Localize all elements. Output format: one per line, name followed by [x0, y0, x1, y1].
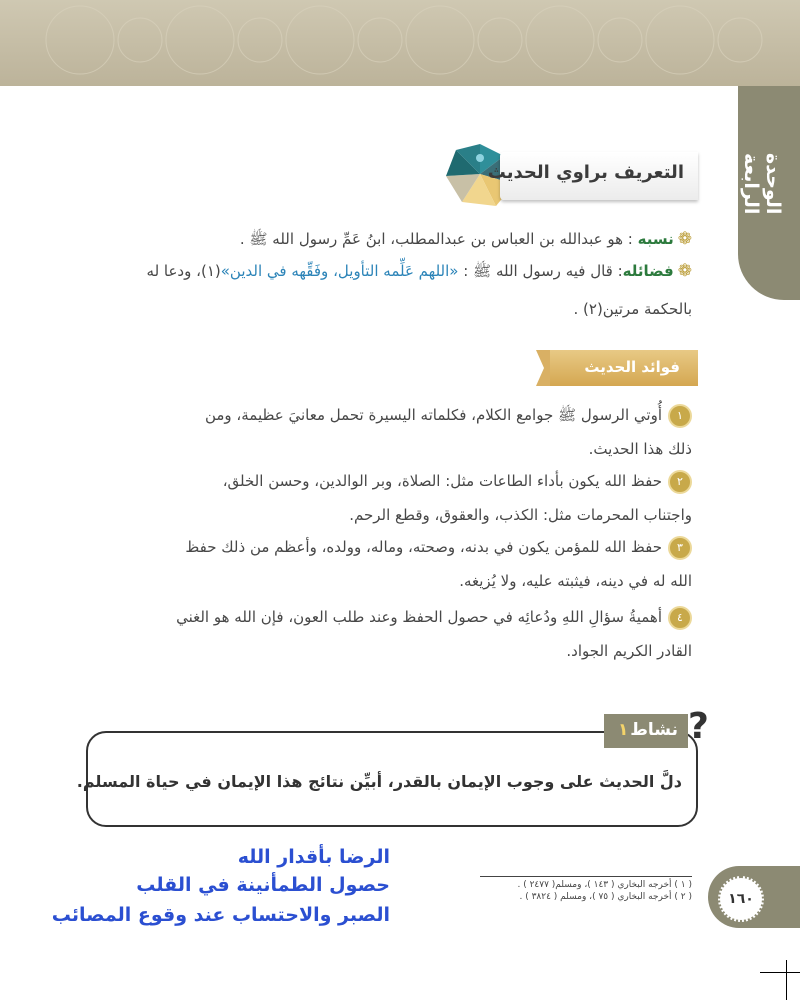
benefit-line1: حفظ الله يكون بأداء الطاعات مثل: الصلاة، وبر الوالدين، وحسن الخلق،	[222, 472, 662, 490]
flower-bullet-icon: ❁	[677, 261, 692, 281]
crop-mark	[760, 972, 800, 973]
virtues-line2: بالحكمة مرتين(٢) .	[573, 300, 692, 318]
ribbon-notch-icon	[536, 350, 550, 386]
footnote: ( ١ ) أخرجه البخاري ( ١٤٣ )، ومسلم( ٢٤٧٧ ) .	[517, 880, 692, 890]
list-item	[107, 530, 692, 598]
hadith-quote: «اللهم عَلِّمه التأويل، وفَقِّهه في الدين»	[220, 262, 459, 280]
virtues-label: فضائله	[622, 262, 674, 280]
virtues-text-before: : قال فيه رسول الله ﷺ :	[458, 262, 623, 280]
section-header	[440, 140, 698, 208]
number-badge-icon: ٤	[668, 606, 692, 630]
activity-number: ١	[618, 720, 629, 740]
benefit-line2: القادر الكريم الجواد.	[566, 642, 692, 660]
activity-tag	[604, 714, 688, 748]
number-badge-icon: ٣	[668, 536, 692, 560]
pattern-icon	[0, 0, 800, 86]
number-badge-icon: ٢	[668, 470, 692, 494]
page-number: ١٦٠	[718, 876, 764, 922]
unit-label: الوحدة الرابعة	[740, 152, 784, 214]
benefits-title: فوائد الحديث	[584, 358, 680, 376]
section-title: التعريف براوي الحديث	[487, 162, 684, 183]
answer-line: الصبر والاحتساب عند وقوع المصائب	[51, 904, 390, 926]
answer-line: الرضا بأقدار الله	[237, 846, 390, 868]
benefit-line2: ذلك هذا الحديث.	[588, 440, 692, 458]
benefit-line2: واجتناب المحرمات مثل: الكذب، والعقوق، وقطع الرحم.	[349, 506, 692, 524]
benefit-line1: أهميةُ سؤالِ اللهِ ودُعائِه في حصول الحفظ وعند طلب العون، فإن الله هو الغني	[176, 608, 662, 626]
activity-label: نشاط	[630, 720, 678, 740]
answer-line: حصول الطمأنينة في القلب	[136, 874, 390, 896]
list-item	[107, 600, 692, 668]
question-mark-icon: ?	[688, 706, 709, 747]
top-decorative-band	[0, 0, 800, 86]
footnotes	[480, 876, 692, 903]
footnote: ( ٢ ) أخرجه البخاري ( ٧٥ )، ومسلم ( ٣٨٢٤ ) .	[519, 892, 692, 902]
flower-bullet-icon: ❁	[677, 229, 692, 249]
benefit-line1: أُوتي الرسول ﷺ جوامع الكلام، فكلماته اليسيرة تحمل معانيَ عظيمة، ومن	[204, 406, 662, 424]
list-item	[107, 464, 692, 532]
lineage-text: : هو عبدالله بن العباس بن عبدالمطلب، ابنُ عَمِّ رسول الله ﷺ .	[239, 230, 638, 248]
virtues-paragraph	[102, 252, 692, 290]
number-badge-icon: ١	[668, 404, 692, 428]
crop-mark	[786, 960, 787, 1000]
lineage-label: نسبه	[637, 230, 674, 248]
activity-text: دلَّ الحديث على وجوب الإيمان بالقدر، أبيِّن نتائج هذا الإيمان في حياة المسلم.	[76, 772, 682, 791]
list-item	[107, 398, 692, 466]
benefit-line1: حفظ الله للمؤمن يكون في بدنه، وصحته، وماله، وولده، وأعظم من ذلك حفظ	[185, 538, 662, 556]
benefit-line2: الله له في دينه، فيثبته عليه، ولا يُزيغه.	[459, 572, 692, 590]
virtues-text-after: (١)، ودعا له	[146, 262, 221, 280]
